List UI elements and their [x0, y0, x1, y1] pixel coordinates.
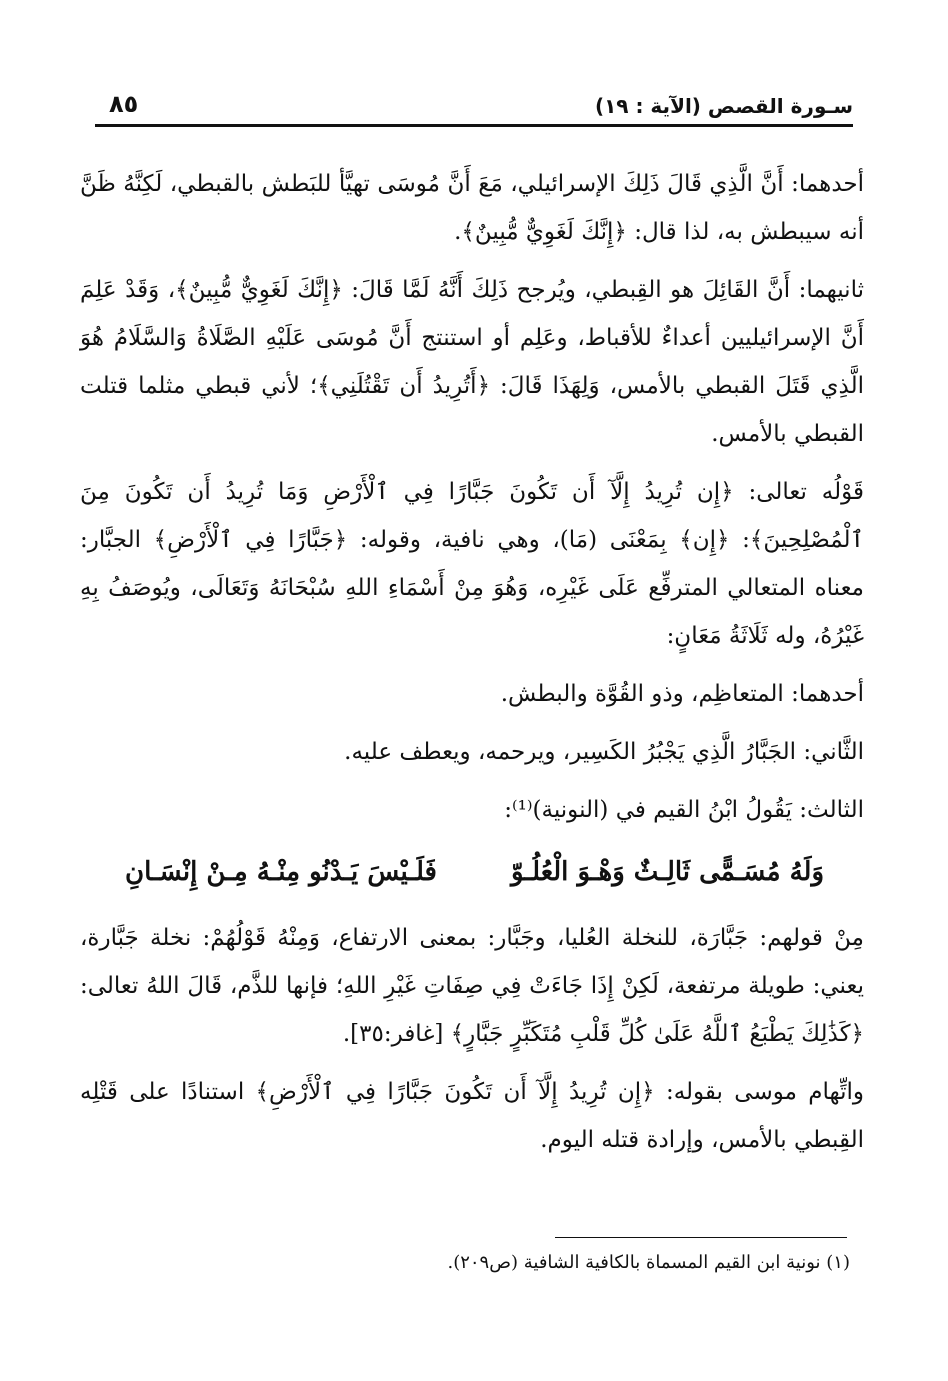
paragraph: واتِّهام موسى بقوله: ﴿إِن تُرِيدُ إِلَّآ أَن تَكُونَ جَبَّارًا فِي ٱلْأَرْضِ﴾ استنادًا على قَتْلِه القِبطي بالأمس، وإرادة قتله اليوم. — [80, 1079, 864, 1153]
verse-left-hemistich: فَلَـيْسَ يَـدْنُو مِنْـهُ مِـنْ إِنْسَـانِ — [125, 857, 437, 887]
paragraph: أحدهما: أَنَّ الَّذِي قَالَ ذَلِكَ الإسرائيلي، مَعَ أَنَّ مُوسَى تهيَّأ للبَطش بالقبطي، لَكِنَّهُ ظَنَّ أنه سيبطش به، لذا قال: ﴿إِنَّكَ لَغَوِيٌّ مُّبِينٌ﴾. — [80, 171, 864, 245]
header-rule — [95, 124, 853, 127]
paragraph: مِنْ قولهم: جَبَّارَة، للنخلة العُليا، وجَبَّار: بمعنى الارتفاع، وَمِنْهُ قَوْلُهُمْ: نخلة جَبَّارة، يعني: طويلة مرتفعة، لَكِنْ إِذَا جَاءَتْ فِي صِفَاتِ غَيْرِ اللهِ؛ فإنها للذَّم، قَالَ اللهُ تعالى: ﴿كَذَٰلِكَ يَطْبَعُ ٱللَّهُ عَلَىٰ كُلِّ قَلْبِ مُتَكَبِّرٍ جَبَّارٍ﴾ [غافر:٣٥]. — [80, 925, 864, 1047]
verse-right-hemistich: وَلَهُ مُسَـمًّى ثَالِـثٌ وَهْـوَ الْعُلُـوّ — [511, 857, 824, 887]
paragraph: ثانيهما: أَنَّ القَائِلَ هو القِبطي، ويُرجح ذَلِكَ أَنَّهُ لَمَّا قَالَ: ﴿إِنَّكَ لَغَوِيٌّ مُّبِينٌ﴾، وَقَدْ عَلِمَ أَنَّ الإسرائيليين أعداءٌ للأقباط، وعَلِم أو استنتج أَنَّ مُوسَى عَلَيْهِ الصَّلَاةُ وَالسَّلَامُ هُوَ الَّذِي قَتَلَ القبطي بالأمس، وَلِهَذَا قَالَ: ﴿أَتُرِيدُ أَن تَقْتُلَنِي﴾؛ لأني قبطي مثلما قتلت القبطي بالأمس. — [80, 277, 864, 447]
running-title: سـورة القصص (الآية : ١٩) — [594, 94, 853, 118]
paragraph: الثَّاني: الجَبَّارُ الَّذِي يَجْبُرُ الكَسِير، ويرحمه، ويعطف عليه. — [344, 739, 864, 765]
main-text — [80, 160, 864, 1174]
footnote: (١) نونية ابن القيم المسماة بالكافية الشافية (ص٢٠٩). — [447, 1252, 850, 1273]
page-header — [95, 88, 853, 126]
footnote-rule — [555, 1237, 847, 1238]
paragraph: قَوْلُه تعالى: ﴿إِن تُرِيدُ إِلَّآ أَن تَكُونَ جَبَّارًا فِي ٱلْأَرْضِ وَمَا تُرِيدُ أَن تَكُونَ مِنَ ٱلْمُصْلِحِينَ﴾: ﴿إِن﴾ بِمَعْنَى (مَا)، وهي نافية، وقوله: ﴿جَبَّارًا فِي ٱلْأَرْضِ﴾ الجبَّار: معناه المتعالي المترفِّع عَلَى غَيْرِه، وَهُوَ مِنْ أَسْمَاءِ اللهِ سُبْحَانَهُ وَتَعَالَى، ويُوصَفُ بِهِ غَيْرُهُ، وله ثَلَاثَةُ مَعَانٍ: — [80, 479, 864, 649]
paragraph: أحدهما: المتعاظِم، وذو القُوَّة والبطش. — [500, 681, 864, 707]
page-number: ٨٥ — [109, 90, 139, 118]
paragraph: الثالث: يَقُولُ ابْنُ القيم في (النونية)⁽¹⁾: — [504, 797, 864, 823]
poetry-verse — [80, 848, 864, 896]
